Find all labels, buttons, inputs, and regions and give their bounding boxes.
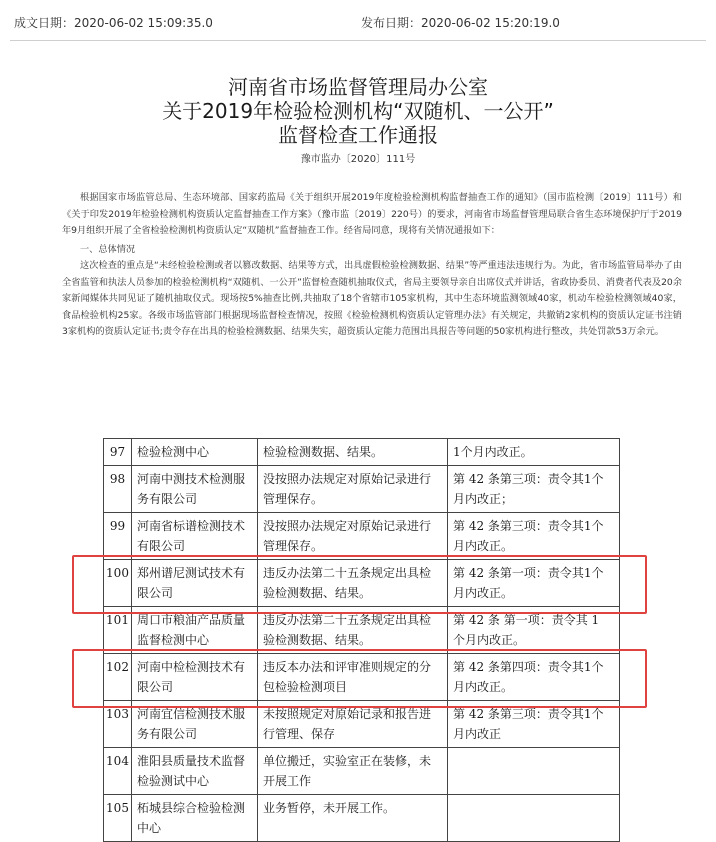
violation-description: 没按照办法规定对原始记录进行管理保存。 xyxy=(258,466,448,513)
violation-description: 违反本办法和评审准则规定的分包检验检测项目 xyxy=(258,654,448,701)
row-number: 103 xyxy=(104,701,132,748)
organization-name: 淮阳县质量技术监督检验测试中心 xyxy=(132,748,258,795)
organization-name: 郑州谱尼测试技术有限公司 xyxy=(132,560,258,607)
violation-description: 没按照办法规定对原始记录进行管理保存。 xyxy=(258,513,448,560)
table-row xyxy=(104,607,620,654)
organization-name: 河南中检检测技术有限公司 xyxy=(132,654,258,701)
table-row xyxy=(104,654,620,701)
penalty-action: 第 42 条第三项：责令其1个月内改正； xyxy=(448,466,620,513)
organization-name: 河南宜信检测技术服务有限公司 xyxy=(132,701,258,748)
table-row xyxy=(104,439,620,466)
row-number: 105 xyxy=(104,795,132,842)
row-number: 102 xyxy=(104,654,132,701)
title-issuer: 河南省市场监督管理局办公室 xyxy=(228,75,488,99)
organization-name: 检验检测中心 xyxy=(132,439,258,466)
table-row xyxy=(104,466,620,513)
row-number: 98 xyxy=(104,466,132,513)
violation-description: 违反办法第二十五条规定出具检验检测数据、结果。 xyxy=(258,560,448,607)
row-number: 97 xyxy=(104,439,132,466)
row-number: 101 xyxy=(104,607,132,654)
violation-description: 单位搬迁，实验室正在装修，未开展工作 xyxy=(258,748,448,795)
table-row xyxy=(104,513,620,560)
table-row xyxy=(104,795,620,842)
row-number: 100 xyxy=(104,560,132,607)
penalty-action xyxy=(448,795,620,842)
organization-name: 柘城县综合检验检测中心 xyxy=(132,795,258,842)
penalty-action: 第 42 条 第一项：责令其 1 个月内改正。 xyxy=(448,607,620,654)
table-row xyxy=(104,701,620,748)
violation-description: 检验检测数据、结果。 xyxy=(258,439,448,466)
organization-name: 河南中测技术检测服务有限公司 xyxy=(132,466,258,513)
title-report: 监督检查工作通报 xyxy=(278,123,438,147)
penalty-action: 第 42 条第三项：责令其1个月内改正。 xyxy=(448,513,620,560)
organization-name: 河南省标谱检测技术有限公司 xyxy=(132,513,258,560)
penalty-action: 第 42 条第三项：责令其1个月内改正 xyxy=(448,701,620,748)
row-number: 104 xyxy=(104,748,132,795)
violation-description: 未按照规定对原始记录和报告进行管理、保存 xyxy=(258,701,448,748)
penalty-action: 第 42 条第一项：责令其1个月内改正。 xyxy=(448,560,620,607)
violation-description: 业务暂停，未开展工作。 xyxy=(258,795,448,842)
document-number: 豫市监办〔2020〕111号 xyxy=(300,154,416,165)
header-divider xyxy=(10,40,706,41)
published-date: 发布日期：2020-06-02 15:20:19.0 xyxy=(361,16,560,30)
created-date: 成文日期：2020-06-02 15:09:35.0 xyxy=(14,16,213,30)
penalty-action xyxy=(448,748,620,795)
title-subject: 关于2019年检验检测机构“双随机、一公开” xyxy=(162,99,554,123)
violation-description: 违反办法第二十五条规定出具检验检测数据、结果。 xyxy=(258,607,448,654)
row-number: 99 xyxy=(104,513,132,560)
organization-name: 周口市粮油产品质量监督检测中心 xyxy=(132,607,258,654)
penalty-action: 第 42 条第四项：责令其1个月内改正。 xyxy=(448,654,620,701)
table-row xyxy=(104,560,620,607)
penalty-action: 1个月内改正。 xyxy=(448,439,620,466)
table-row xyxy=(104,748,620,795)
section-heading: 一、总体情况 xyxy=(80,243,136,255)
inspection-results-table xyxy=(103,438,620,842)
intro-paragraph: 根据国家市场监管总局、生态环境部、国家药监局《关于组织开展2019年度检验检测机构监督抽查工作的通知》（国市监检测〔2019〕111号）和《关于印发2019年检验检测机构资质认定监督抽查工作方案》（豫市监〔2019〕220号）的要求，河南省市场监督管理局联合省生态环境保护厅于2019年9月组织开展了全省检验检测机构资质认定“双随机”监督抽查工作。经省局同意，现将有关情况通报如下： xyxy=(62,192,682,236)
overview-paragraph: 这次检查的重点是“未经检验检测或者以篡改数据、结果等方式，出具虚假检验检测数据、结果”等严重违法违规行为。为此，省市场监管局举办了由全省监管和执法人员参加的检验检测机构“双随机、一公开”监督检查随机抽取仪式，省局主要领导亲自出席仪式并讲话，省政协委员、消费者代表及20余家新闻媒体共同见证了随机抽取仪式。现场按5%抽查比例,共抽取了18个省辖市105家机构，其中生态环境监测领域40家，机动车检验检测领域40家，食品检验机构25家。各级市场监管部门根据现场监督检查情况，按照《检验检测机构资质认定管理办法》有关规定，共撤销2家机构的资质认定证书注销3家机构的资质认定证书;责令存在出具的检验检测数据、结果失实，超资质认定能力范围出具报告等问题的50家机构进行整改，共处罚款53万余元。 xyxy=(62,260,682,337)
report-body xyxy=(62,190,682,341)
